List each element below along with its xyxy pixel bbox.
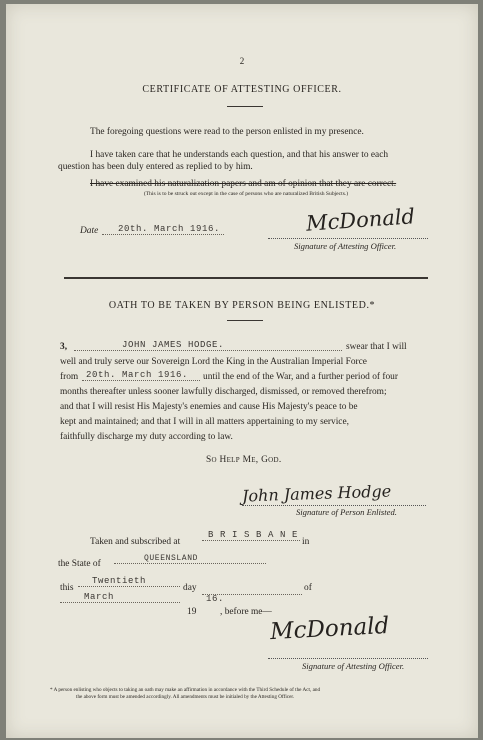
so-help-me-god: So Help Me, God.	[206, 455, 282, 465]
date-label: Date	[80, 226, 99, 236]
certificate-para1: The foregoing questions were read to the person enlisted in my presence.	[90, 127, 364, 137]
oath-title: OATH TO BE TAKEN BY PERSON BEING ENLISTED.*	[108, 300, 376, 311]
from-label: from	[60, 372, 79, 382]
certificate-para2-line1: I have taken care that he understands each question, and that his answer to each	[90, 150, 389, 160]
footnote-line1: * A person enlisting who objects to taking an oath may make an affirmation in accordance with the Third Schedule of the Act, and	[50, 687, 321, 693]
attesting-officer-signature-1: McDonald	[305, 204, 416, 236]
year-prefix: 19	[187, 607, 197, 617]
before-me: , before me—	[220, 607, 272, 617]
oath-line3-tail: until the end of the War, and a further period of four	[203, 372, 398, 382]
enlistee-signature: John James Hodge	[241, 481, 392, 506]
attesting-officer-signature-2: McDonald	[269, 612, 390, 646]
enlistee-name: JOHN JAMES HODGE.	[74, 340, 342, 351]
this-label: this	[60, 583, 74, 593]
place: B R I S B A N E	[202, 530, 300, 541]
oath-line1-tail: swear that I will	[346, 342, 407, 352]
page-number: 2	[239, 56, 245, 66]
day-value: Twentieth	[78, 576, 180, 587]
year-suffix: 16.	[206, 594, 225, 604]
document-page	[6, 4, 478, 738]
certificate-title: CERTIFICATE OF ATTESTING OFFICER.	[142, 84, 342, 95]
enlistee-signature-line	[242, 505, 426, 506]
footnote-line2: the above form must be amended accordingly. All amendments must be initialed by the Attesting Officer.	[76, 694, 295, 700]
signature-line-2	[268, 658, 428, 659]
oath-title-underline	[227, 320, 263, 321]
oath-line5: and that I will resist His Majesty's enemies and cause His Majesty's peace to be	[60, 402, 358, 412]
attesting-officer-caption-2: Signature of Attesting Officer.	[302, 661, 405, 671]
of-label: of	[304, 583, 312, 593]
state: QUEENSLAND	[114, 554, 266, 564]
from-date: 20th. March 1916.	[82, 370, 200, 381]
taken-label: Taken and subscribed at	[90, 537, 181, 547]
enlistee-signature-caption: Signature of Person Enlisted.	[296, 507, 397, 517]
section-divider	[64, 277, 428, 279]
signature-line-1	[268, 238, 428, 239]
oath-line4: months thereafter unless sooner lawfully discharged, dismissed, or removed therefrom;	[60, 387, 387, 397]
oath-line6: kept and maintained; and that I will in all matters appertaining to my service,	[60, 417, 349, 427]
certificate-para2-line2: question has been duly entered as replied to by him.	[58, 162, 253, 172]
day-label: day	[183, 583, 197, 593]
oath-line7: faithfully discharge my duty according to law.	[60, 432, 233, 442]
month: March	[60, 592, 180, 603]
oath-number: 3,	[60, 342, 68, 352]
attesting-officer-caption-1: Signature of Attesting Officer.	[294, 241, 397, 251]
in-label: in	[302, 537, 310, 547]
oath-line2: well and truly serve our Sovereign Lord the King in the Australian Imperial Force	[60, 357, 367, 367]
state-label: the State of	[58, 559, 101, 569]
date-value: 20th. March 1916.	[102, 224, 224, 235]
title-underline	[227, 106, 263, 107]
certificate-para3-note: (This is to be struck out except in the case of persons who are naturalized British Subjects.)	[143, 191, 349, 197]
certificate-para3-struck: I have examined his naturalization papers and am of opinion that they are correct.	[90, 179, 397, 189]
